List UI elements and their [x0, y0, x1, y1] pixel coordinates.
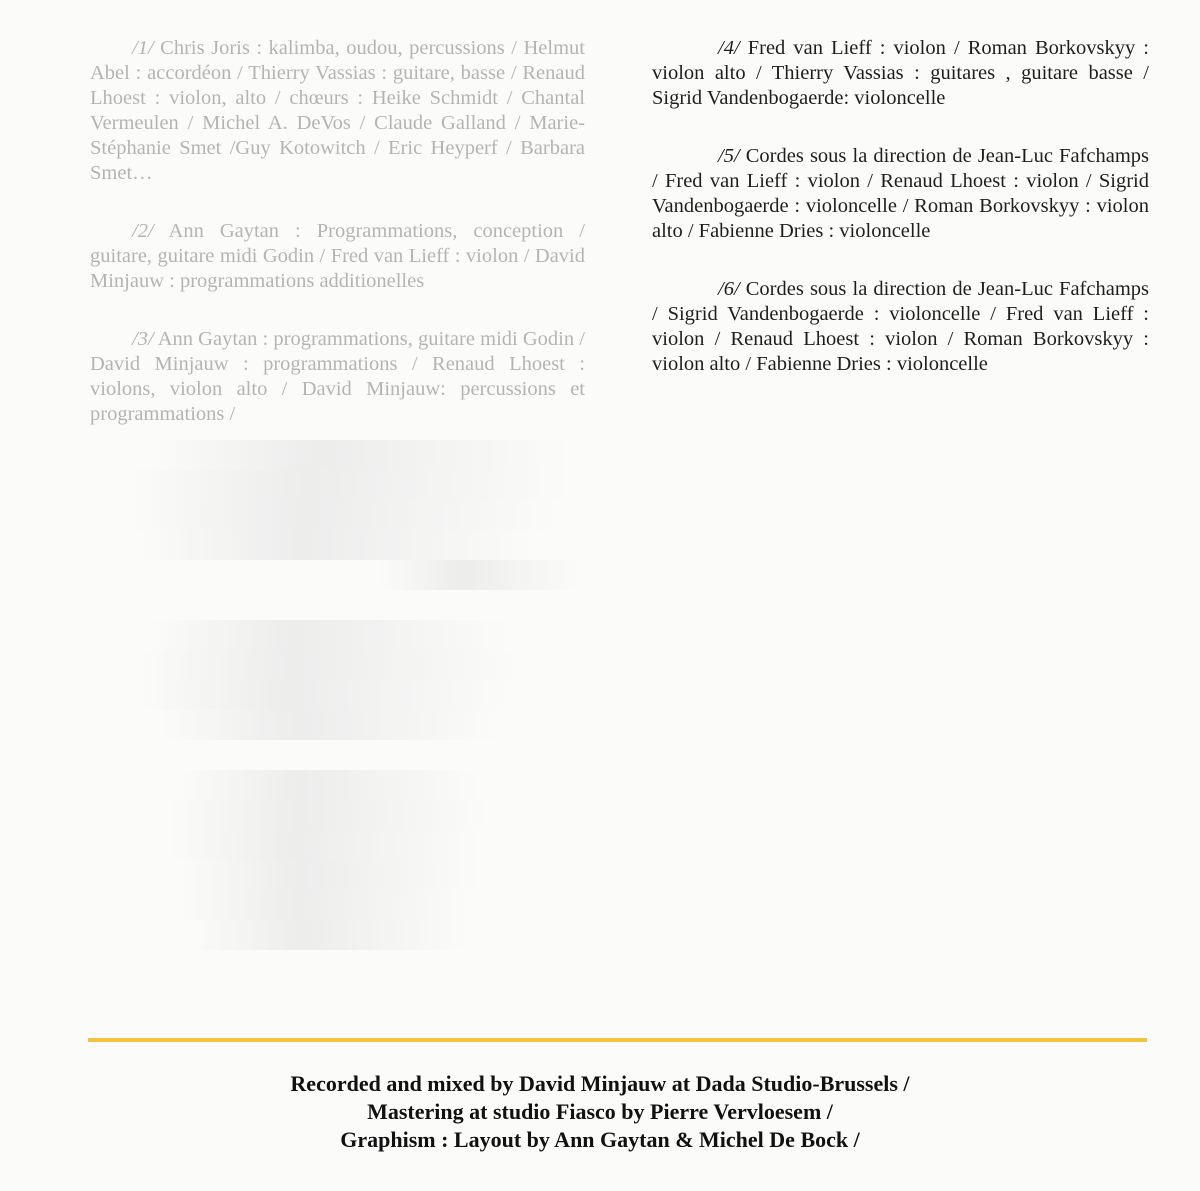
left-credits-column	[90, 36, 585, 460]
track-credit-3	[90, 327, 585, 427]
show-through-line	[180, 860, 480, 890]
show-through-line	[130, 500, 560, 530]
track-credit-text: Fred van Lieff : violon / Roman Borkovskyy : violon alto / Thierry Vassias : guitares , guitare basse / Sigrid Vandenbogaerde: violoncelle	[652, 37, 1149, 109]
show-through-line	[170, 800, 490, 830]
show-through-line	[140, 680, 510, 710]
track-credit-text: Cordes sous la direction de Jean-Luc Fafchamps / Sigrid Vandenbogaerde : violoncelle / Fred van Lieff : violon / Renaud Lhoest : violon / Roman Borkovskyy : violon alto / Fabienne Dries : violoncelle	[652, 278, 1149, 375]
track-credit-text: Chris Joris : kalimba, oudou, percussions / Helmut Abel : accordéon / Thierry Vassias : guitare, basse / Renaud Lhoest : violon, alto / chœurs : Heike Schmidt / Chantal Vermeulen / Michel A. DeVos / Claude Galland / Marie-Stéphanie Smet /Guy Kotowitch / Eric Heyperf / Barbara Smet…	[90, 37, 585, 184]
track-credit-1	[90, 36, 585, 186]
show-through-line	[140, 650, 520, 680]
graphism-credit: Graphism : Layout by Ann Gaytan & Michel De Bock /	[340, 1127, 860, 1152]
track-credit-text: Ann Gaytan : programmations, guitare midi Godin / David Minjauw : programmations / Renaud Lhoest : violons, violon alto / David Minjauw: percussions et programmations /	[90, 328, 585, 425]
yellow-divider	[88, 1038, 1147, 1042]
show-through-line	[180, 770, 480, 800]
show-through-line	[170, 830, 480, 860]
show-through-line	[130, 470, 570, 500]
track-credit-text: Ann Gaytan : Programmations, conception / guitare, guitare midi Godin / Fred van Lieff : violon / David Minjauw : programmations additionelles	[90, 220, 585, 292]
track-number: /1/	[132, 37, 154, 59]
track-number: /3/	[132, 328, 154, 350]
track-credit-6	[652, 277, 1149, 377]
right-credits-column	[652, 36, 1149, 410]
track-credit-text: Cordes sous la direction de Jean-Luc Fafchamps / Fred van Lieff : violon / Renaud Lhoest : violon / Sigrid Vandenbogaerde : violoncelle / Roman Borkovskyy : violon alto / Fabienne Dries : violoncelle	[652, 145, 1149, 242]
show-through-line	[150, 440, 570, 470]
track-number: /6/	[718, 278, 740, 300]
recording-credit: Recorded and mixed by David Minjauw at Dada Studio-Brussels /	[290, 1071, 910, 1096]
track-number: /2/	[132, 220, 154, 242]
track-credit-2	[90, 219, 585, 294]
show-through-line	[180, 890, 470, 920]
show-through-texture	[120, 440, 590, 950]
production-credits	[0, 1070, 1200, 1154]
track-credit-4	[652, 36, 1149, 111]
track-number: /5/	[718, 145, 740, 167]
track-credit-5	[652, 144, 1149, 244]
show-through-line	[190, 920, 470, 950]
mastering-credit: Mastering at studio Fiasco by Pierre Vervloesem /	[367, 1099, 833, 1124]
show-through-line	[150, 620, 510, 650]
show-through-line	[140, 530, 540, 560]
track-number: /4/	[718, 37, 740, 59]
show-through-line	[160, 710, 500, 740]
show-through-line	[380, 560, 580, 590]
